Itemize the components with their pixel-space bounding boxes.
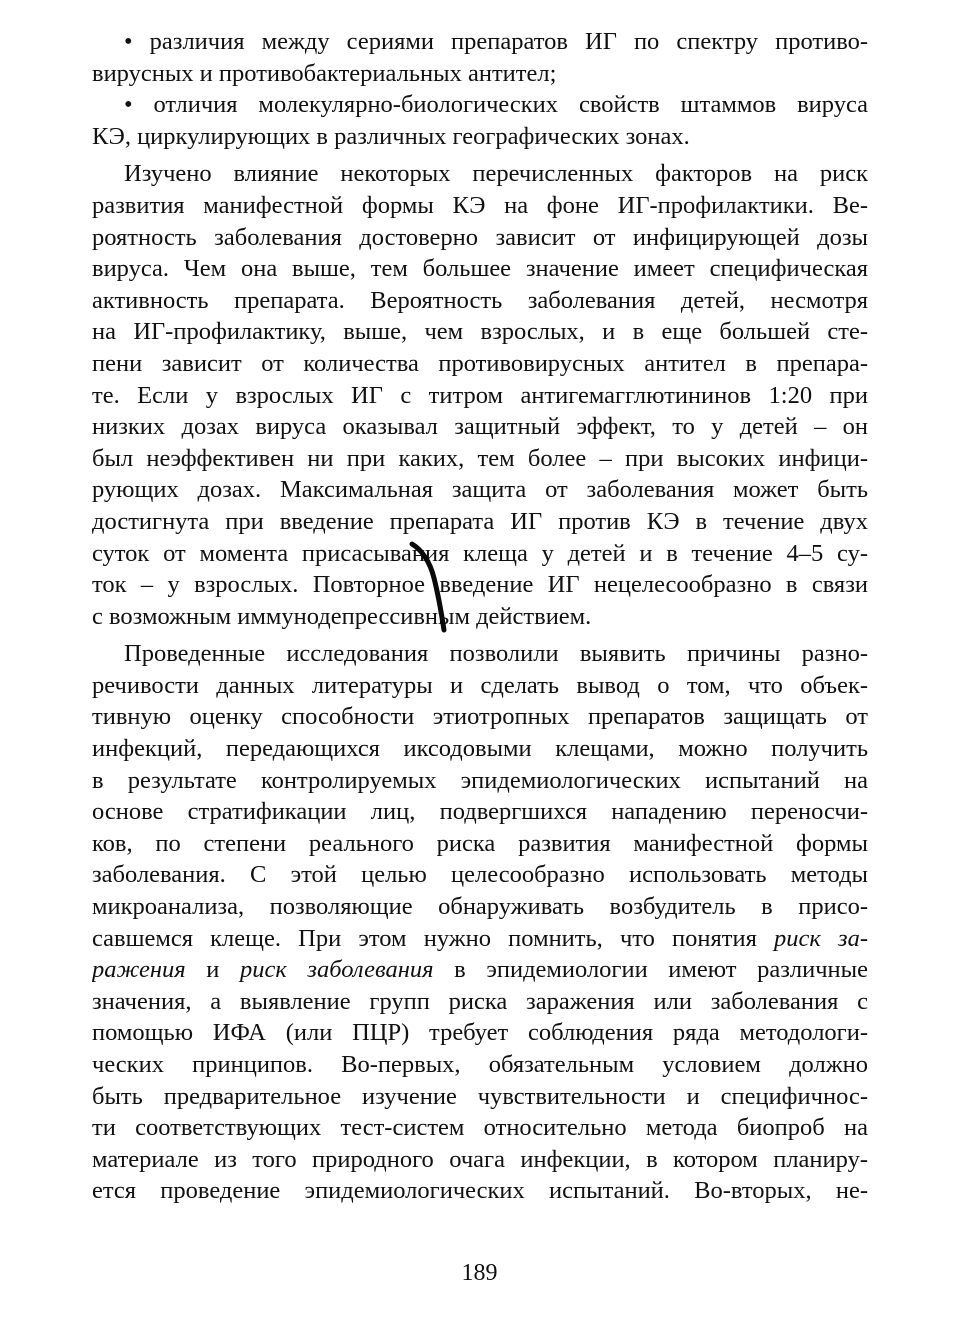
text-line: те. Если у взрослых ИГ с титром антигемагглютининов 1:20 при [92,381,868,409]
bullet-item-antibody-differences [92,26,868,89]
paragraph-risk-factors [92,158,868,632]
bullet-item-strain-differences [92,89,868,152]
text-line: развития манифестной формы КЭ на фоне ИГ-профилактики. Ве- [92,191,868,219]
text-line: с возможным иммунодепрессивным действием. [92,602,592,630]
text-run: и [185,956,240,984]
text-line: активность препарата. Вероятность заболевания детей, несмотря [92,286,868,314]
text-line: суток от момента присасывания клеща у детей и в течение 4–5 су- [92,539,868,567]
text-line: КЭ, циркулирующих в различных географических зонах. [92,122,690,150]
text-line: рующих дозах. Максимальная защита от заболевания может быть [92,476,868,504]
text-line: ется проведение эпидемиологических испытаний. Во-вторых, не- [92,1177,868,1205]
page-number: 189 [461,1260,498,1286]
text-line: ков, по степени реального риска развития манифестной формы [92,829,868,857]
text-line: пени зависит от количества противовирусных антител в препара- [92,349,868,377]
paragraph-research-conclusions [92,638,868,1207]
text-line: на ИГ-профилактику, выше, чем взрослых, и в еще большей сте- [92,318,868,346]
text-line: ти соответствующих тест-систем относительно метода биопроб на [92,1114,868,1142]
text-line-with-italic [92,923,868,955]
text-line: вирусных и противобактериальных антител; [92,59,557,87]
text-line: в результате контролируемых эпидемиологических испытаний на [92,766,868,794]
text-line: • различия между сериями препаратов ИГ по спектру противо- [124,28,868,55]
text-line: инфекций, передающихся иксодовыми клещами, можно получить [92,735,868,763]
text-line-with-italic [92,954,868,986]
text-line: Изучено влияние некоторых перечисленных факторов на риск [124,160,868,188]
text-line: заболевания. С этой целью целесообразно использовать методы [92,861,868,889]
text-line: значения, а выявление групп риска заражения или заболевания с [92,987,868,1015]
text-line: помощью ИФА (или ПЦР) требует соблюдения ряда методологи- [92,1019,868,1047]
text-run: в эпидемиологии имеют различные [433,956,868,984]
text-line: низких дозах вируса оказывал защитный эффект, то у детей – он [92,413,868,441]
italic-term: риск за- [756,924,868,952]
text-run: савшемся клеще. При этом нужно помнить, что понятия [92,924,757,952]
text-line: роятность заболевания достоверно зависит от инфицирующей дозы [92,223,868,251]
document-page [92,26,868,1207]
text-line: тивную оценку способности этиотропных препаратов защищать от [92,703,868,731]
text-line: был неэффективен ни при каких, тем более – при высоких инфици- [92,444,868,472]
italic-term: риск заболевания [239,956,434,984]
text-line: достигнута при введение препарата ИГ против КЭ в течение двух [92,507,868,535]
text-line: ческих принципов. Во-первых, обязательным условием должно [92,1051,868,1078]
text-line: быть предварительное изучение чувствительности и специфичнос- [92,1082,868,1110]
text-line: Проведенные исследования позволили выявить причины разно- [124,640,868,668]
text-line: основе стратификации лиц, подвергшихся нападению переносчи- [92,798,868,826]
text-line: речивости данных литературы и сделать вывод о том, что объек- [92,671,868,699]
italic-term: ражения [92,956,186,984]
text-line: микроанализа, позволяющие обнаруживать возбудитель в присо- [92,893,868,921]
text-line: материале из того природного очага инфекции, в котором планиру- [92,1145,868,1173]
text-line: вируса. Чем она выше, тем большее значение имеет специфическая [92,255,868,283]
text-line: ток – у взрослых. Повторное введение ИГ нецелесообразно в связи [92,571,868,599]
text-line: • отличия молекулярно-биологических свойств штаммов вируса [124,91,868,119]
